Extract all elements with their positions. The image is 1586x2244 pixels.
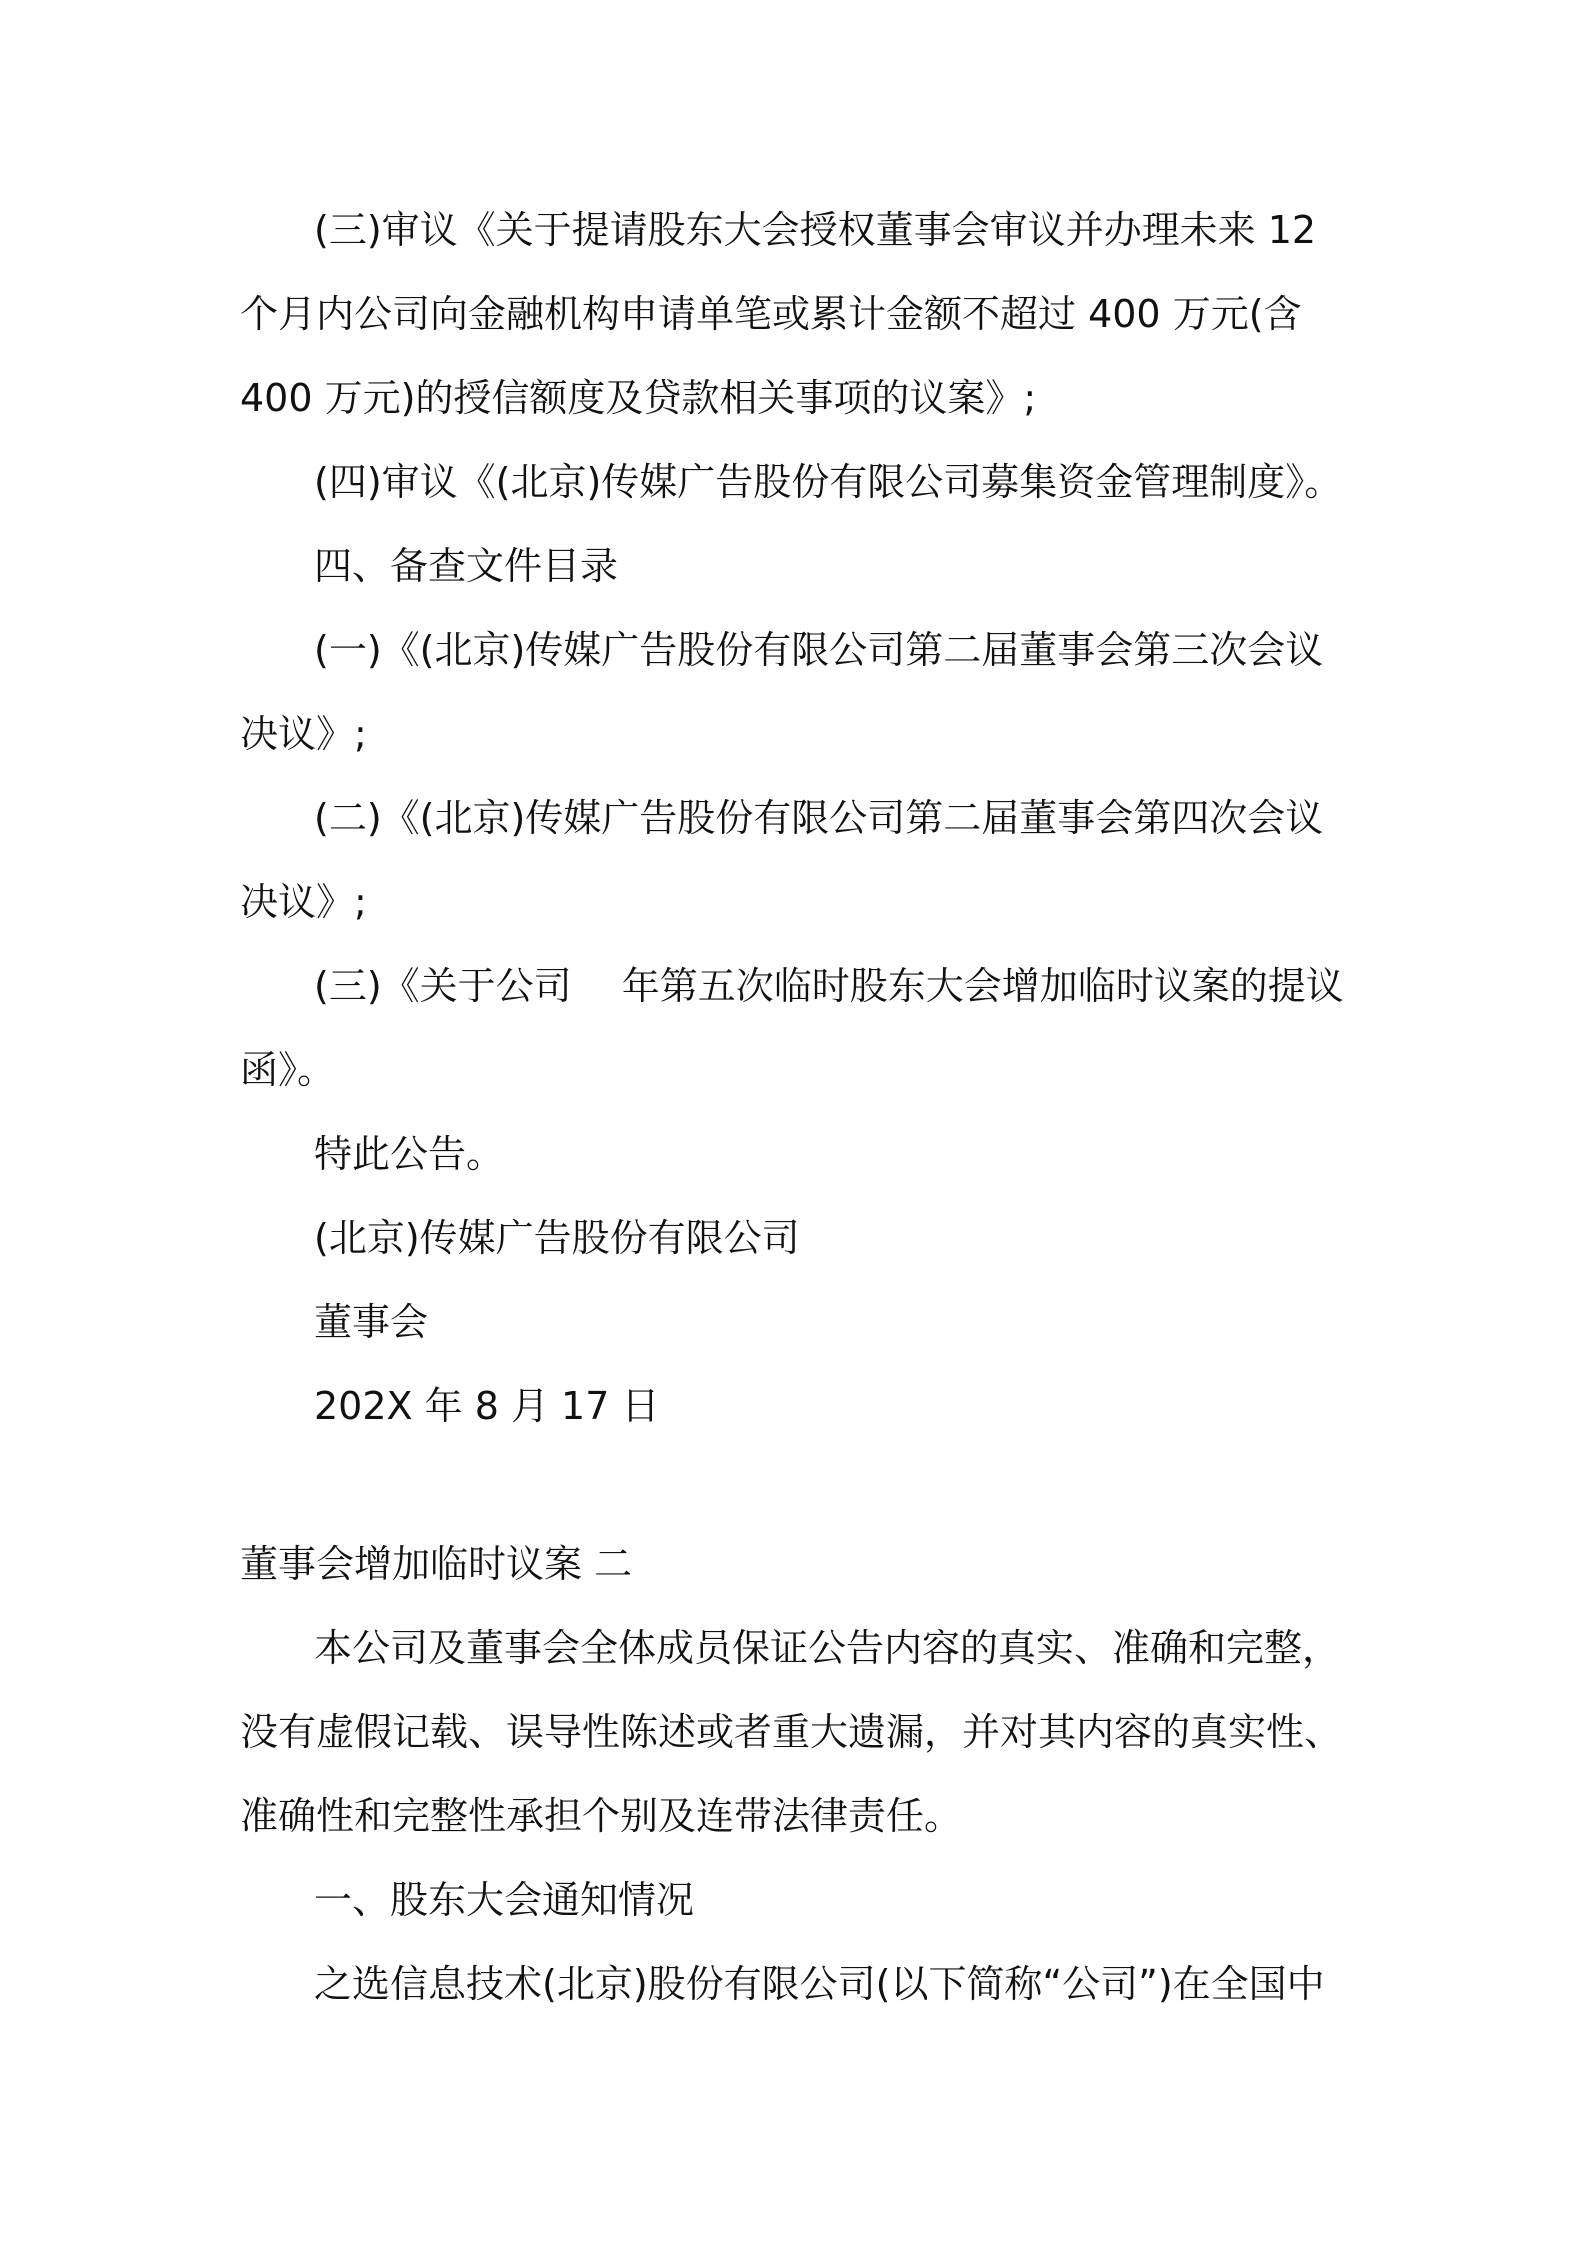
agenda-item-3: (三)审议《关于提请股东大会授权董事会审议并办理未来 12 个月内公司向金融机构申请单笔或累计金额不超过 400 万元(含 400 万元)的授信额度及贷款相关事项的议案》; xyxy=(240,208,1317,420)
announcement-date: 202X 年 8 月 17 日 xyxy=(314,1384,660,1428)
reference-doc-2: (二)《(北京)传媒广告股份有限公司第二届董事会第四次会议决议》; xyxy=(240,796,1324,924)
board-signature: 董事会 xyxy=(314,1300,429,1344)
company-name: (北京)传媒广告股份有限公司 xyxy=(314,1216,800,1260)
section-title: 董事会增加临时议案 二 xyxy=(240,1542,633,1586)
section-paragraph-1: 之选信息技术(北京)股份有限公司(以下简称“公司”)在全国中 xyxy=(314,1962,1325,2006)
board-statement: 本公司及董事会全体成员保证公告内容的真实、准确和完整，没有虚假记载、误导性陈述或者重大遗漏，并对其内容的真实性、准确性和完整性承担个别及连带法律责任。 xyxy=(240,1626,1343,1838)
closing-notice: 特此公告。 xyxy=(314,1132,505,1176)
reference-docs-heading: 四、备查文件目录 xyxy=(314,544,619,588)
reference-doc-3: (三)《关于公司 年第五次临时股东大会增加临时议案的提议函》。 xyxy=(240,964,1344,1092)
agenda-item-4: (四)审议《(北京)传媒广告股份有限公司募集资金管理制度》。 xyxy=(314,460,1343,504)
section-heading-1: 一、股东大会通知情况 xyxy=(314,1878,695,1922)
reference-doc-1: (一)《(北京)传媒广告股份有限公司第二届董事会第三次会议决议》; xyxy=(240,628,1324,756)
